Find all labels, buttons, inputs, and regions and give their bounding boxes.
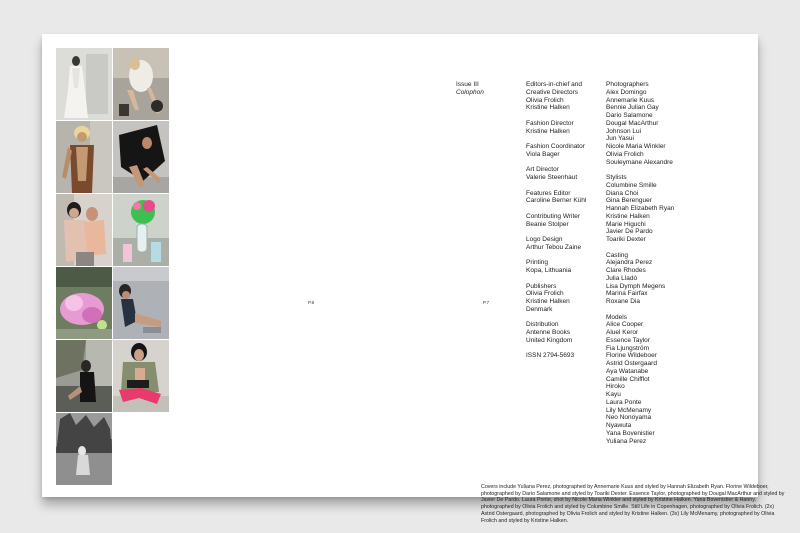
credit-line: Fashion Director [526, 119, 574, 127]
credit-line: Marina Fairfax [606, 290, 648, 298]
cover-thumbnail [56, 267, 112, 339]
credit-line: Fashion Coordinator [526, 143, 585, 150]
credit-line: Stylists [606, 174, 627, 181]
credit-group [526, 81, 586, 112]
issue-header [456, 81, 484, 97]
credit-group [526, 120, 586, 136]
credit-line: Nicole Maria Winkler [606, 143, 666, 150]
issue-number: Issue III [456, 81, 479, 88]
credit-line: Diana Choi [606, 189, 639, 197]
credit-line: Lisa Dymph Megens [606, 282, 666, 290]
credits-column-middle [526, 81, 586, 360]
credit-line: Printing [526, 259, 549, 267]
credit-line: Alejandra Perez [606, 259, 653, 267]
credit-group [526, 143, 586, 159]
credit-line: Models [606, 313, 627, 321]
cover-thumbnail [113, 194, 169, 266]
magazine-spread [42, 34, 785, 524]
credit-line: Valerie Steenhaut [526, 174, 578, 181]
section-title: Colophon [456, 88, 484, 96]
cover-thumbnail [113, 121, 169, 193]
credit-line: Souleymane Alexandre [606, 158, 673, 166]
credit-line: Viola Bager [526, 150, 560, 158]
page-number-left: P.6 [308, 300, 315, 305]
credit-line: Kristine Halken [526, 127, 570, 135]
credit-line: Arthur Tebou Zaine [526, 243, 582, 251]
cover-thumbnail [113, 48, 169, 120]
credit-line: Photographers [606, 81, 649, 88]
credit-line: Creative Directors [526, 88, 579, 96]
credit-group [526, 321, 586, 344]
credit-group-photographers [606, 81, 674, 166]
credit-line: Columbine Smille [606, 181, 657, 189]
cover-thumbnail [56, 48, 112, 120]
page-number-right: P.7 [483, 300, 490, 305]
credit-line: Roxane Dia [606, 298, 640, 305]
credit-line: Aluel Keror [606, 329, 639, 336]
credit-line: Hannah Elizabeth Ryan [606, 205, 675, 212]
credit-group [526, 236, 586, 252]
credits-column-right [606, 81, 674, 445]
credit-line: Olivia Frolich [526, 290, 564, 298]
credit-line: Caroline Berner Kühl [526, 197, 587, 205]
credit-line: Kristine Halken [526, 104, 570, 112]
credit-line: Jun Yasui [606, 135, 634, 143]
credit-line: Beanie Stolper [526, 220, 569, 228]
credit-line: Editors-in-chief and [526, 81, 582, 88]
credit-line: Features Editor [526, 189, 571, 197]
credit-group [526, 283, 586, 314]
credit-line: Neo Nonoyama [606, 414, 652, 422]
credit-line: Kopa, Lithuania [526, 267, 572, 274]
credit-line: Toariki Dexter [606, 236, 646, 243]
credit-line: Publishers [526, 282, 557, 290]
credit-line: Antenne Books [526, 329, 571, 336]
credit-line: Laura Ponte [606, 398, 642, 406]
credit-line: Olivia Frolich [526, 96, 564, 104]
credit-line: Bennie Julian Gay [606, 104, 659, 112]
credit-line: Logo Design [526, 236, 563, 243]
credit-line: Olivia Frolich [606, 150, 644, 158]
credit-line: Nyawuta [606, 422, 632, 429]
credit-line: Marie Higuchi [606, 220, 646, 228]
credit-line: Clare Rhodes [606, 267, 646, 274]
credit-line: Lily McMenamy [606, 406, 652, 414]
credit-line: Denmark [526, 305, 553, 313]
credit-group [526, 352, 586, 360]
credit-line: Contributing Writer [526, 212, 581, 220]
credit-line: Casting [606, 251, 629, 259]
credit-line: Astrid Ostergaard [606, 360, 657, 367]
credit-line: Camille Chifflot [606, 375, 650, 383]
credit-line: Yana Bovenistier [606, 429, 655, 437]
cover-thumbnail [56, 340, 112, 412]
issn-line: ISSN 2794-5693 [526, 352, 575, 360]
credit-group [526, 166, 586, 182]
credit-line: Art Director [526, 166, 559, 174]
credit-line: Dario Salamone [606, 112, 653, 119]
credit-line: Kristine Halken [526, 298, 570, 305]
credit-line: Hiroko [606, 383, 625, 391]
credit-line: Alex Domingo [606, 88, 647, 96]
credit-line: Kayu [606, 391, 621, 398]
cover-thumbnail [113, 267, 169, 339]
credit-line: Gina Berenguer [606, 197, 652, 205]
cover-thumbnail [56, 413, 112, 485]
cover-thumbnail [56, 121, 112, 193]
credit-group [526, 259, 586, 275]
credit-line: Annemarie Kuus [606, 96, 655, 104]
credit-line: Florine Wildeboer [606, 352, 657, 360]
credit-group-models [606, 314, 674, 446]
credit-group [526, 190, 586, 206]
credit-line: Yuliana Perez [606, 437, 647, 445]
credit-line: Fia Ljungström [606, 344, 649, 352]
cover-credits-caption: Covers include Yuliana Perez, photographed by Annemarie Kuus and styled by Hannah Elizabeth Ryan. Florine Wildeboer, photographed by Dario Salamone and styled by Toariki Dexter. Essence Taylor, photographed by Dougal MacArthur and styled by Javier De Pardo. Laura Ponte, shot by Nicole Maria Winkler and styled by Kristine Halken. Yana Bovenistier & Hanny, photographed by Olivia Frolich and styled by Columbine Smille. Still Life in Copenhagen, photographed by Olivia Frolich. (2x) Astrid Ostergaard, photographed by Olivia Frolich and styled by Kristine Halken. (3x) Lily McMenamy, photographed by Olivia Frolich and styled by Kristine Halken. [481, 484, 785, 524]
credit-line: United Kingdom [526, 336, 573, 344]
credit-line: Alice Cooper [606, 321, 644, 329]
credit-line: Distribution [526, 321, 559, 329]
credit-line: Dougal MacArthur [606, 119, 659, 127]
credit-line: Javier De Pardo [606, 228, 653, 236]
credit-line: Kristine Halken [606, 212, 650, 220]
credit-line: Essence Taylor [606, 336, 650, 344]
credit-group [526, 213, 586, 229]
credit-line: Aya Watanabe [606, 367, 649, 375]
credit-line: Julia Lladó [606, 274, 638, 282]
cover-thumbnail [113, 340, 169, 412]
credit-line: Johnson Lui [606, 127, 642, 135]
credit-group-stylists [606, 174, 674, 244]
credit-group-casting [606, 252, 674, 306]
cover-thumbnail [56, 194, 112, 266]
